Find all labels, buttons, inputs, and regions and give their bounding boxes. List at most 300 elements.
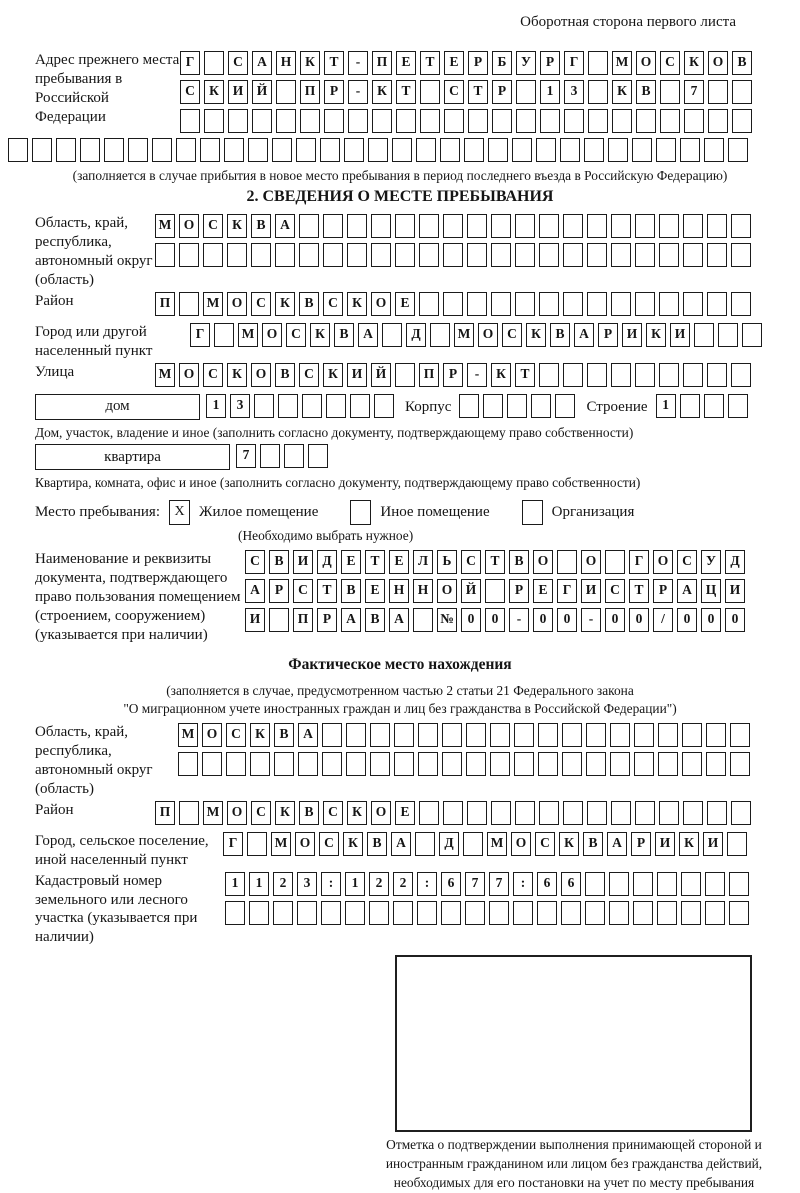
form-cell[interactable]: Т: [324, 51, 344, 75]
form-cell[interactable]: [635, 363, 655, 387]
form-cell[interactable]: [684, 109, 704, 133]
form-cell[interactable]: С: [299, 363, 319, 387]
form-cell[interactable]: [659, 214, 679, 238]
form-cell[interactable]: С: [286, 323, 306, 347]
form-cell[interactable]: О: [227, 801, 247, 825]
form-cell[interactable]: [459, 394, 479, 418]
form-cell[interactable]: [371, 243, 391, 267]
form-cell[interactable]: [707, 363, 727, 387]
form-cell[interactable]: [706, 752, 726, 776]
form-cell[interactable]: С: [228, 51, 248, 75]
form-cell[interactable]: С: [660, 51, 680, 75]
form-cell[interactable]: [278, 394, 298, 418]
form-cell[interactable]: [636, 109, 656, 133]
form-cell[interactable]: С: [444, 80, 464, 104]
form-cell[interactable]: [418, 723, 438, 747]
form-cell[interactable]: Д: [725, 550, 745, 574]
form-cell[interactable]: [658, 723, 678, 747]
form-cell[interactable]: С: [180, 80, 200, 104]
form-cell[interactable]: [370, 752, 390, 776]
form-cell[interactable]: Р: [653, 579, 673, 603]
form-cell[interactable]: [704, 394, 724, 418]
form-cell[interactable]: [483, 394, 503, 418]
form-cell[interactable]: [348, 109, 368, 133]
form-cell[interactable]: -: [467, 363, 487, 387]
form-cell[interactable]: [683, 292, 703, 316]
form-cell[interactable]: [372, 109, 392, 133]
form-cell[interactable]: С: [319, 832, 339, 856]
form-cell[interactable]: С: [605, 579, 625, 603]
form-cell[interactable]: [441, 901, 461, 925]
form-cell[interactable]: [515, 292, 535, 316]
form-cell[interactable]: [417, 901, 437, 925]
form-cell[interactable]: В: [509, 550, 529, 574]
form-cell[interactable]: [707, 243, 727, 267]
form-cell[interactable]: [444, 109, 464, 133]
form-cell[interactable]: [204, 109, 224, 133]
form-cell[interactable]: В: [275, 363, 295, 387]
form-cell[interactable]: О: [262, 323, 282, 347]
form-cell[interactable]: В: [636, 80, 656, 104]
form-cell[interactable]: [346, 752, 366, 776]
form-cell[interactable]: [514, 752, 534, 776]
form-cell[interactable]: [560, 138, 580, 162]
form-cell[interactable]: В: [269, 550, 289, 574]
form-cell[interactable]: [203, 243, 223, 267]
form-cell[interactable]: Т: [485, 550, 505, 574]
form-cell[interactable]: [732, 80, 752, 104]
form-cell[interactable]: 6: [441, 872, 461, 896]
form-cell[interactable]: [467, 292, 487, 316]
form-cell[interactable]: С: [323, 801, 343, 825]
form-cell[interactable]: П: [419, 363, 439, 387]
form-cell[interactable]: Т: [317, 579, 337, 603]
stay-option-organization-checkbox[interactable]: [522, 500, 543, 525]
form-cell[interactable]: [538, 752, 558, 776]
form-cell[interactable]: [394, 752, 414, 776]
form-cell[interactable]: А: [389, 608, 409, 632]
form-cell[interactable]: К: [227, 363, 247, 387]
form-cell[interactable]: [563, 243, 583, 267]
form-cell[interactable]: 2: [393, 872, 413, 896]
form-cell[interactable]: [440, 138, 460, 162]
form-cell[interactable]: [395, 243, 415, 267]
form-cell[interactable]: К: [526, 323, 546, 347]
form-cell[interactable]: [730, 723, 750, 747]
form-cell[interactable]: [707, 214, 727, 238]
form-cell[interactable]: 1: [540, 80, 560, 104]
form-cell[interactable]: 1: [225, 872, 245, 896]
form-cell[interactable]: [707, 801, 727, 825]
form-cell[interactable]: О: [179, 214, 199, 238]
form-cell[interactable]: С: [535, 832, 555, 856]
form-cell[interactable]: С: [251, 292, 271, 316]
form-cell[interactable]: 3: [297, 872, 317, 896]
form-cell[interactable]: Д: [317, 550, 337, 574]
form-cell[interactable]: О: [251, 363, 271, 387]
form-cell[interactable]: К: [684, 51, 704, 75]
form-cell[interactable]: [260, 444, 280, 468]
form-cell[interactable]: [706, 723, 726, 747]
form-cell[interactable]: И: [670, 323, 690, 347]
form-cell[interactable]: 0: [533, 608, 553, 632]
form-cell[interactable]: [204, 51, 224, 75]
form-cell[interactable]: [587, 292, 607, 316]
form-cell[interactable]: [683, 214, 703, 238]
form-cell[interactable]: [611, 363, 631, 387]
form-cell[interactable]: [298, 752, 318, 776]
form-cell[interactable]: [350, 394, 370, 418]
form-cell[interactable]: Р: [443, 363, 463, 387]
form-cell[interactable]: [680, 394, 700, 418]
form-cell[interactable]: [708, 109, 728, 133]
form-cell[interactable]: О: [371, 292, 391, 316]
form-cell[interactable]: [393, 901, 413, 925]
form-cell[interactable]: Б: [492, 51, 512, 75]
form-cell[interactable]: [465, 901, 485, 925]
form-cell[interactable]: [587, 363, 607, 387]
form-cell[interactable]: №: [437, 608, 457, 632]
form-cell[interactable]: [588, 80, 608, 104]
form-cell[interactable]: [485, 579, 505, 603]
form-cell[interactable]: [323, 214, 343, 238]
form-cell[interactable]: Е: [444, 51, 464, 75]
form-cell[interactable]: [416, 138, 436, 162]
form-cell[interactable]: [562, 723, 582, 747]
form-cell[interactable]: М: [178, 723, 198, 747]
form-cell[interactable]: [420, 109, 440, 133]
form-cell[interactable]: [515, 801, 535, 825]
form-cell[interactable]: Й: [461, 579, 481, 603]
form-cell[interactable]: Н: [389, 579, 409, 603]
form-cell[interactable]: [718, 323, 738, 347]
form-cell[interactable]: К: [275, 292, 295, 316]
form-cell[interactable]: [659, 363, 679, 387]
form-cell[interactable]: С: [251, 801, 271, 825]
form-cell[interactable]: Е: [365, 579, 385, 603]
form-cell[interactable]: О: [708, 51, 728, 75]
form-cell[interactable]: [657, 872, 677, 896]
form-cell[interactable]: [273, 901, 293, 925]
form-cell[interactable]: :: [321, 872, 341, 896]
form-cell[interactable]: В: [274, 723, 294, 747]
form-cell[interactable]: Н: [413, 579, 433, 603]
form-cell[interactable]: [179, 801, 199, 825]
form-cell[interactable]: Е: [396, 51, 416, 75]
form-cell[interactable]: Е: [395, 292, 415, 316]
form-cell[interactable]: [8, 138, 28, 162]
form-cell[interactable]: К: [347, 801, 367, 825]
form-cell[interactable]: [516, 109, 536, 133]
form-cell[interactable]: [488, 138, 508, 162]
form-cell[interactable]: Г: [223, 832, 243, 856]
form-cell[interactable]: [683, 243, 703, 267]
form-cell[interactable]: [284, 444, 304, 468]
form-cell[interactable]: [226, 752, 246, 776]
form-cell[interactable]: [731, 292, 751, 316]
form-cell[interactable]: [588, 109, 608, 133]
form-cell[interactable]: [633, 872, 653, 896]
form-cell[interactable]: [443, 801, 463, 825]
form-cell[interactable]: [394, 723, 414, 747]
form-cell[interactable]: [419, 243, 439, 267]
form-cell[interactable]: [610, 752, 630, 776]
form-cell[interactable]: С: [203, 363, 223, 387]
form-cell[interactable]: [180, 109, 200, 133]
form-cell[interactable]: [152, 138, 172, 162]
form-cell[interactable]: С: [323, 292, 343, 316]
form-cell[interactable]: И: [245, 608, 265, 632]
form-cell[interactable]: К: [250, 723, 270, 747]
form-cell[interactable]: [415, 832, 435, 856]
form-cell[interactable]: [611, 243, 631, 267]
form-cell[interactable]: 2: [273, 872, 293, 896]
form-cell[interactable]: В: [341, 579, 361, 603]
form-cell[interactable]: [320, 138, 340, 162]
form-cell[interactable]: К: [310, 323, 330, 347]
form-cell[interactable]: [382, 323, 402, 347]
form-cell[interactable]: П: [155, 292, 175, 316]
form-cell[interactable]: [557, 550, 577, 574]
stay-option-other-checkbox[interactable]: [350, 500, 371, 525]
form-cell[interactable]: [491, 801, 511, 825]
form-cell[interactable]: Л: [413, 550, 433, 574]
form-cell[interactable]: О: [371, 801, 391, 825]
form-cell[interactable]: И: [655, 832, 675, 856]
form-cell[interactable]: К: [646, 323, 666, 347]
form-cell[interactable]: Р: [317, 608, 337, 632]
form-cell[interactable]: [682, 752, 702, 776]
form-cell[interactable]: [299, 243, 319, 267]
form-cell[interactable]: [635, 801, 655, 825]
form-cell[interactable]: [507, 394, 527, 418]
form-cell[interactable]: П: [155, 801, 175, 825]
form-cell[interactable]: [586, 752, 606, 776]
form-cell[interactable]: [491, 214, 511, 238]
form-cell[interactable]: [731, 363, 751, 387]
form-cell[interactable]: В: [299, 292, 319, 316]
form-cell[interactable]: М: [612, 51, 632, 75]
form-cell[interactable]: [539, 243, 559, 267]
form-cell[interactable]: [322, 752, 342, 776]
form-cell[interactable]: [515, 243, 535, 267]
form-cell[interactable]: [344, 138, 364, 162]
form-cell[interactable]: А: [275, 214, 295, 238]
form-cell[interactable]: [635, 214, 655, 238]
form-cell[interactable]: [300, 109, 320, 133]
form-cell[interactable]: Р: [324, 80, 344, 104]
form-cell[interactable]: [587, 801, 607, 825]
form-cell[interactable]: [299, 214, 319, 238]
form-cell[interactable]: Ь: [437, 550, 457, 574]
form-cell[interactable]: О: [581, 550, 601, 574]
form-cell[interactable]: [250, 752, 270, 776]
form-cell[interactable]: [419, 292, 439, 316]
form-cell[interactable]: К: [491, 363, 511, 387]
form-cell[interactable]: Р: [509, 579, 529, 603]
form-cell[interactable]: Т: [468, 80, 488, 104]
form-cell[interactable]: Т: [515, 363, 535, 387]
form-cell[interactable]: 7: [465, 872, 485, 896]
form-cell[interactable]: [705, 872, 725, 896]
form-cell[interactable]: [345, 901, 365, 925]
form-cell[interactable]: :: [513, 872, 533, 896]
house-type-box[interactable]: дом: [35, 394, 200, 420]
form-cell[interactable]: -: [509, 608, 529, 632]
form-cell[interactable]: Е: [395, 801, 415, 825]
form-cell[interactable]: [302, 394, 322, 418]
form-cell[interactable]: [371, 214, 391, 238]
form-cell[interactable]: 6: [537, 872, 557, 896]
form-cell[interactable]: [443, 292, 463, 316]
form-cell[interactable]: М: [203, 292, 223, 316]
form-cell[interactable]: 1: [249, 872, 269, 896]
form-cell[interactable]: С: [203, 214, 223, 238]
form-cell[interactable]: 3: [564, 80, 584, 104]
form-cell[interactable]: [539, 363, 559, 387]
form-cell[interactable]: [179, 243, 199, 267]
form-cell[interactable]: [225, 901, 245, 925]
form-cell[interactable]: К: [227, 214, 247, 238]
form-cell[interactable]: [732, 109, 752, 133]
form-cell[interactable]: [396, 109, 416, 133]
form-cell[interactable]: [660, 109, 680, 133]
form-cell[interactable]: [708, 80, 728, 104]
form-cell[interactable]: [324, 109, 344, 133]
form-cell[interactable]: [659, 243, 679, 267]
form-cell[interactable]: [587, 214, 607, 238]
form-cell[interactable]: [539, 292, 559, 316]
form-cell[interactable]: [562, 752, 582, 776]
form-cell[interactable]: У: [701, 550, 721, 574]
form-cell[interactable]: [611, 214, 631, 238]
form-cell[interactable]: С: [245, 550, 265, 574]
form-cell[interactable]: [275, 243, 295, 267]
form-cell[interactable]: [657, 901, 677, 925]
form-cell[interactable]: 0: [557, 608, 577, 632]
form-cell[interactable]: О: [437, 579, 457, 603]
form-cell[interactable]: [536, 138, 556, 162]
form-cell[interactable]: -: [348, 80, 368, 104]
form-cell[interactable]: [612, 109, 632, 133]
form-cell[interactable]: 7: [236, 444, 256, 468]
form-cell[interactable]: 0: [461, 608, 481, 632]
form-cell[interactable]: И: [228, 80, 248, 104]
form-cell[interactable]: 6: [561, 872, 581, 896]
form-cell[interactable]: [634, 752, 654, 776]
form-cell[interactable]: [296, 138, 316, 162]
form-cell[interactable]: [588, 51, 608, 75]
form-cell[interactable]: [512, 138, 532, 162]
form-cell[interactable]: П: [372, 51, 392, 75]
form-cell[interactable]: Е: [389, 550, 409, 574]
form-cell[interactable]: О: [179, 363, 199, 387]
form-cell[interactable]: 0: [485, 608, 505, 632]
form-cell[interactable]: В: [334, 323, 354, 347]
form-cell[interactable]: [308, 444, 328, 468]
form-cell[interactable]: [632, 138, 652, 162]
form-cell[interactable]: [585, 901, 605, 925]
form-cell[interactable]: М: [238, 323, 258, 347]
form-cell[interactable]: [464, 138, 484, 162]
form-cell[interactable]: [707, 292, 727, 316]
form-cell[interactable]: А: [358, 323, 378, 347]
form-cell[interactable]: [466, 752, 486, 776]
form-cell[interactable]: 1: [345, 872, 365, 896]
form-cell[interactable]: Н: [276, 51, 296, 75]
form-cell[interactable]: [660, 80, 680, 104]
form-cell[interactable]: И: [703, 832, 723, 856]
form-cell[interactable]: К: [347, 292, 367, 316]
form-cell[interactable]: [128, 138, 148, 162]
form-cell[interactable]: [297, 901, 317, 925]
form-cell[interactable]: Й: [371, 363, 391, 387]
form-cell[interactable]: С: [461, 550, 481, 574]
form-cell[interactable]: [605, 550, 625, 574]
form-cell[interactable]: А: [341, 608, 361, 632]
form-cell[interactable]: Р: [468, 51, 488, 75]
form-cell[interactable]: [179, 292, 199, 316]
form-cell[interactable]: Ц: [701, 579, 721, 603]
form-cell[interactable]: 0: [605, 608, 625, 632]
form-cell[interactable]: [728, 138, 748, 162]
form-cell[interactable]: [467, 243, 487, 267]
form-cell[interactable]: :: [417, 872, 437, 896]
form-cell[interactable]: [635, 292, 655, 316]
form-cell[interactable]: Т: [629, 579, 649, 603]
form-cell[interactable]: [635, 243, 655, 267]
form-cell[interactable]: [251, 243, 271, 267]
form-cell[interactable]: [513, 901, 533, 925]
form-cell[interactable]: [609, 901, 629, 925]
form-cell[interactable]: К: [679, 832, 699, 856]
form-cell[interactable]: [633, 901, 653, 925]
form-cell[interactable]: [467, 801, 487, 825]
form-cell[interactable]: -: [348, 51, 368, 75]
form-cell[interactable]: [252, 109, 272, 133]
form-cell[interactable]: М: [203, 801, 223, 825]
form-cell[interactable]: [729, 901, 749, 925]
form-cell[interactable]: [272, 138, 292, 162]
form-cell[interactable]: [443, 243, 463, 267]
form-cell[interactable]: 0: [725, 608, 745, 632]
form-cell[interactable]: [32, 138, 52, 162]
form-cell[interactable]: [176, 138, 196, 162]
form-cell[interactable]: Г: [564, 51, 584, 75]
form-cell[interactable]: [681, 872, 701, 896]
form-cell[interactable]: [326, 394, 346, 418]
form-cell[interactable]: [249, 901, 269, 925]
form-cell[interactable]: [704, 138, 724, 162]
form-cell[interactable]: Т: [420, 51, 440, 75]
form-cell[interactable]: 0: [629, 608, 649, 632]
form-cell[interactable]: [392, 138, 412, 162]
form-cell[interactable]: [463, 832, 483, 856]
form-cell[interactable]: [683, 801, 703, 825]
form-cell[interactable]: С: [677, 550, 697, 574]
form-cell[interactable]: [515, 214, 535, 238]
form-cell[interactable]: [516, 80, 536, 104]
form-cell[interactable]: П: [293, 608, 313, 632]
form-cell[interactable]: [730, 752, 750, 776]
form-cell[interactable]: Г: [629, 550, 649, 574]
form-cell[interactable]: [563, 292, 583, 316]
form-cell[interactable]: В: [365, 608, 385, 632]
form-cell[interactable]: О: [533, 550, 553, 574]
form-cell[interactable]: [586, 723, 606, 747]
form-cell[interactable]: Д: [406, 323, 426, 347]
form-cell[interactable]: [563, 214, 583, 238]
